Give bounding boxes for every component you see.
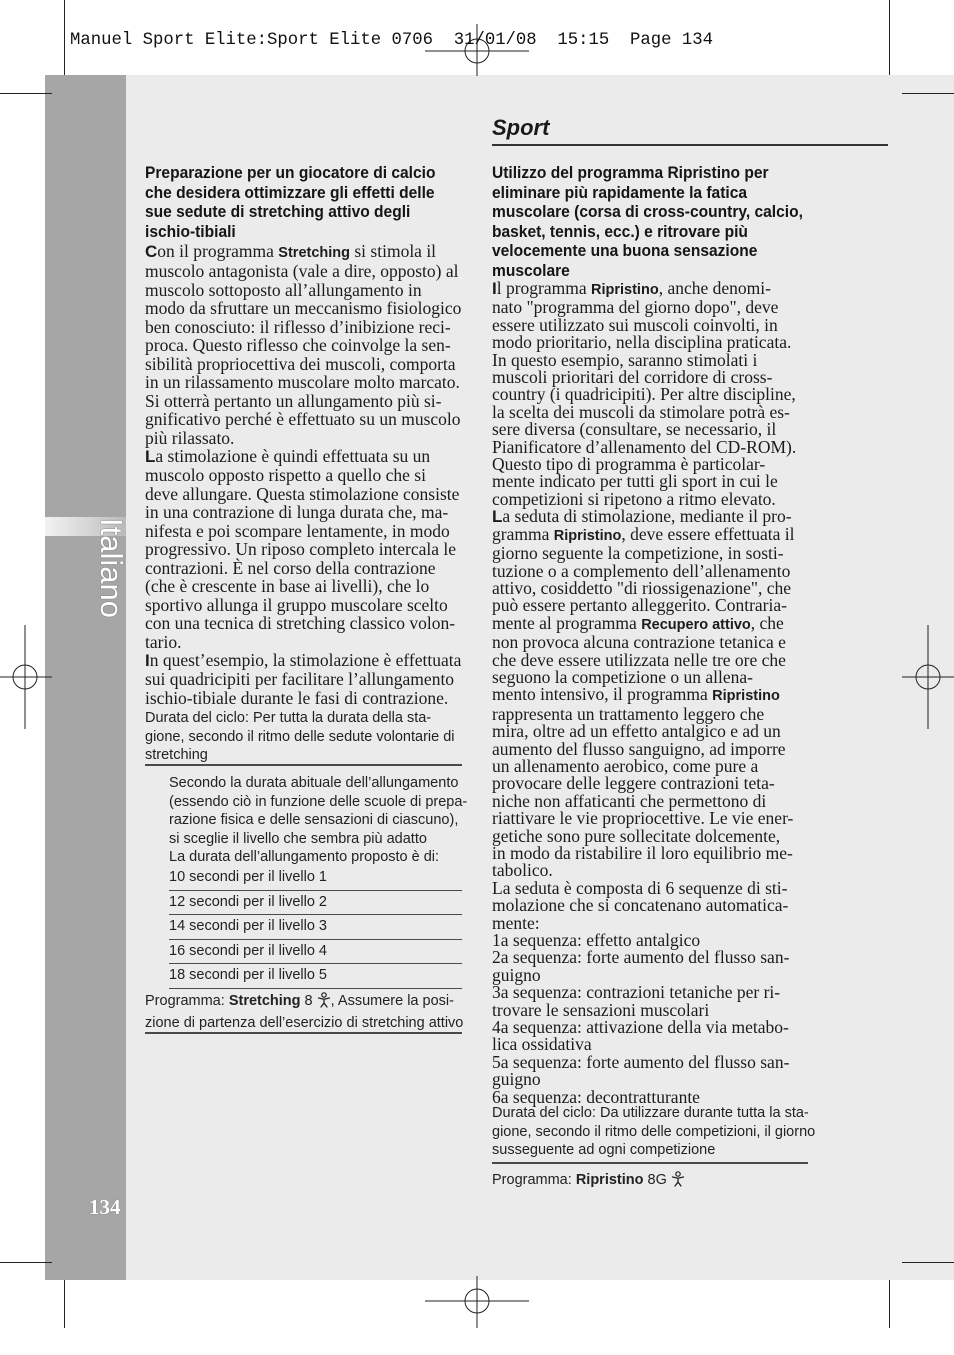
paragraph xyxy=(492,877,796,1107)
level-item: 10 secondi per il livello 1 xyxy=(169,866,462,891)
person-icon xyxy=(317,992,331,1014)
text-line: gione, secondo il ritmo delle competizioni, il giorno xyxy=(492,1123,816,1140)
text-line: sui quadricipiti per facilitare l’allungamento xyxy=(145,669,455,690)
text-line: 3a sequenza: contrazioni tetaniche per ri- xyxy=(492,982,781,1003)
text-line: gione, secondo il ritmo delle sedute volontarie di xyxy=(145,728,455,745)
program-name: Ripristino xyxy=(553,527,622,544)
page-number: 134 xyxy=(89,1195,121,1219)
text-line: susseguente ad ogni competizione xyxy=(492,1142,716,1158)
divider-rule xyxy=(145,764,462,766)
text-run: 8G xyxy=(643,1172,671,1188)
divider-rule xyxy=(145,1032,462,1034)
level-item: 14 secondi per il livello 3 xyxy=(169,915,462,940)
text-line xyxy=(145,992,463,1014)
text-run: on il programma xyxy=(157,241,279,261)
text-line: che desidera ottimizzare gli effetti delle xyxy=(145,182,435,202)
text-line: in una contrazione di lunga durata che, ma- xyxy=(145,502,449,523)
text-line: molazione che si concatenano automatica- xyxy=(492,895,789,916)
language-sidebar xyxy=(45,75,129,1280)
text-line: Durata del ciclo: Per tutta la durata della sta- xyxy=(145,710,432,726)
text-line: muscolo sottoposto all’allungamento in xyxy=(145,279,422,300)
text-run: , anche denomi- xyxy=(658,278,771,298)
drop-initial: I xyxy=(145,650,150,670)
drop-initial: C xyxy=(145,242,158,261)
text-line: 5a sequenza: forte aumento del flusso san- xyxy=(492,1051,790,1072)
text-line: contrazioni. È nel corso della contrazione xyxy=(145,557,436,578)
level-item: 12 secondi per il livello 2 xyxy=(169,891,462,916)
text-line xyxy=(145,651,461,670)
text-line: guigno xyxy=(492,1069,541,1090)
text-line: sere diversa (consultare, se necessario, il xyxy=(492,419,777,440)
text-line: muscolo antagonista (vale a dire, opposto) al xyxy=(145,261,459,282)
divider-rule xyxy=(492,1162,808,1164)
text-line: 1a sequenza: effetto antalgico xyxy=(492,930,701,951)
drop-initial: I xyxy=(492,279,497,298)
text-run: n quest’esempio, la stimolazione è effettuata xyxy=(149,649,462,670)
right-heading xyxy=(492,163,803,280)
program-name: Ripristino xyxy=(575,1172,644,1188)
text-line: guigno xyxy=(492,964,541,985)
text-line: attivo, cosiddetto "di riossigenazione", che xyxy=(492,577,792,598)
paragraph xyxy=(145,651,461,707)
paragraph xyxy=(492,280,796,508)
text-line: La seduta è composta di 6 sequenze di sti- xyxy=(492,877,788,898)
text-line: non provoca alcuna contrazione tetanica e xyxy=(492,632,786,653)
text-line: tabolico. xyxy=(492,860,553,881)
text-line: niche non affaticanti che permettono di xyxy=(492,790,767,811)
text-line: Secondo la durata abituale dell’allungamento xyxy=(169,775,459,791)
text-run: , che xyxy=(750,612,784,633)
text-line: tario. xyxy=(145,631,182,652)
text-line: aumento del flusso sanguigno, ad imporre xyxy=(492,738,786,759)
left-heading xyxy=(145,163,435,241)
text-line: basket, tennis, ecc.) e ritrovare più xyxy=(492,221,748,241)
text-line: competizioni si ripetono a ritmo elevato. xyxy=(492,488,776,509)
text-run: Programma: xyxy=(145,993,229,1009)
text-line: sportivo allunga il gruppo muscolare scelto xyxy=(145,594,448,615)
text-line: un allenamento aerobico, come pure a xyxy=(492,755,759,776)
text-line xyxy=(492,686,796,705)
text-run: mente al programma xyxy=(492,612,642,633)
drop-initial: L xyxy=(492,507,503,527)
right-program-line xyxy=(492,1171,685,1193)
text-line: lica ossidativa xyxy=(492,1034,592,1055)
text-line: muscolare xyxy=(492,260,570,280)
text-run: a stimolazione è quindi effettuata su un xyxy=(155,445,431,466)
text-line: gnificativo perché è effettuato su un muscolo xyxy=(145,409,461,430)
right-cycle-duration xyxy=(492,1104,815,1160)
left-cycle-duration xyxy=(145,709,455,765)
text-line: stretching xyxy=(145,747,208,763)
text-line: che deve essere utilizzata nelle tre ore che xyxy=(492,649,786,670)
left-program-line xyxy=(145,992,463,1032)
drop-initial: L xyxy=(145,446,156,466)
text-line: country (i quadricipiti). Per altre discipline, xyxy=(492,384,796,405)
text-line: si sceglie il livello che sembra più adatto xyxy=(169,830,427,847)
text-line: mente: xyxy=(492,912,540,933)
text-line: può essere pertanto alleggerito. Contraria- xyxy=(492,595,787,616)
text-line: velocemente una buona sensazione xyxy=(492,241,758,260)
registration-mark-bottom xyxy=(425,1276,529,1328)
text-line: modo da sfruttare un meccanismo fisiologico xyxy=(145,298,462,319)
text-line: progressivo. Un riposo completo intercala le xyxy=(145,539,457,560)
left-body xyxy=(145,242,461,707)
text-line: giorno seguente la competizione, in sosti- xyxy=(492,543,784,564)
text-line: Durata del ciclo: Da utilizzare durante tutta la sta- xyxy=(492,1105,809,1121)
text-line: modo prioritario, nella disciplina praticata. xyxy=(492,332,792,353)
text-line: essere utilizzato sui muscoli coinvolti, in xyxy=(492,314,778,335)
text-line: getiche sono pure sollecitate dolcemente, xyxy=(492,825,781,846)
section-title: Sport xyxy=(492,115,550,140)
program-name: Ripristino xyxy=(591,282,659,298)
text-line: provocare delle leggere contrazioni teta- xyxy=(492,773,775,794)
text-line: trovare le sensazioni muscolari xyxy=(492,999,710,1020)
text-line: (essendo ciò in funzione delle scuole di prepa- xyxy=(169,793,468,810)
text-line: 2a sequenza: forte aumento del flusso san- xyxy=(492,947,790,968)
program-name: Ripristino xyxy=(712,688,780,705)
paragraph xyxy=(145,447,461,651)
paragraph xyxy=(145,242,461,447)
text-run: 8 xyxy=(300,993,317,1009)
text-line: ischio-tibiali xyxy=(145,221,236,241)
text-run: , Assumere la posi- xyxy=(330,993,454,1009)
text-line: muscolare (corsa di cross-country, calcio, xyxy=(492,202,803,221)
text-line: Preparazione per un giocatore di calcio xyxy=(145,163,436,182)
text-line: Pianificatore d’allenamento del CD-ROM). xyxy=(492,436,797,457)
text-line: sibilità propriocettiva dei muscoli, comporta xyxy=(145,353,456,374)
person-icon xyxy=(671,1171,685,1193)
text-line: ben conosciuto: il riflesso d’inibizione reci- xyxy=(145,316,451,337)
language-label: Italiano xyxy=(94,518,129,618)
text-line: razione fisica e delle sensazioni di ciascuno), xyxy=(169,812,459,828)
text-line: ischio-tibiale durante le fasi di contrazione. xyxy=(145,687,449,708)
text-line: Utilizzo del programma Ripristino per xyxy=(492,163,769,182)
text-line: seguono la competizione o un allena- xyxy=(492,666,753,687)
print-slug: Manuel Sport Elite:Sport Elite 0706 31/01/08 15:15 Page 134 xyxy=(70,31,713,50)
text-line: mira, oltre ad un effetto antalgico e ad un xyxy=(492,721,781,742)
right-body xyxy=(492,280,796,1106)
text-line: La durata dell’allungamento proposto è di: xyxy=(169,849,440,865)
text-run: si stimola il xyxy=(350,241,437,261)
text-run: , deve essere effettuata il xyxy=(621,523,795,544)
text-line xyxy=(145,447,461,466)
text-line: nato "programma del giorno dopo", deve xyxy=(492,297,779,318)
text-line: 4a sequenza: attivazione della via metabo- xyxy=(492,1017,789,1038)
text-line xyxy=(492,1171,685,1193)
text-line: Si otterrà pertanto un allungamento più si- xyxy=(145,390,442,411)
text-run: Programma: xyxy=(492,1172,576,1188)
text-line: mente indicato per tutti gli sport in cui le xyxy=(492,471,778,492)
text-line: riattivare le vie propriocettive. Le vie ener- xyxy=(492,808,794,829)
text-line: sue sedute di stretching attivo degli xyxy=(145,202,411,221)
text-run: mento intensivo, il programma xyxy=(492,684,713,705)
section-title-rule xyxy=(492,144,888,146)
text-line: in modo da ristabilire il loro equilibrio me- xyxy=(492,843,793,863)
level-item: 18 secondi per il livello 5 xyxy=(169,964,462,989)
level-item: 16 secondi per il livello 4 xyxy=(169,940,462,965)
text-line: Questo tipo di programma è particolar- xyxy=(492,454,766,475)
text-line: tuzione o a complemento dell’allenamento xyxy=(492,560,791,581)
text-line: nifesta e poi scompare lentamente, in modo xyxy=(145,520,450,541)
text-run: a seduta di stimolazione, mediante il pro- xyxy=(502,506,792,527)
text-line: in un rilassamento muscolare molto marcato. xyxy=(145,372,460,393)
text-run: l programma xyxy=(496,278,592,298)
text-line: rappresenta un trattamento leggero che xyxy=(492,703,765,724)
text-line: muscoli prioritari del corridore di cross- xyxy=(492,367,773,388)
text-line: 6a sequenza: decontratturante xyxy=(492,1086,700,1107)
text-line: deve allungare. Questa stimolazione consiste xyxy=(145,483,460,504)
text-line: più rilassato. xyxy=(145,427,235,448)
text-line: eliminare più rapidamente la fatica xyxy=(492,182,748,202)
text-line: con una tecnica di stretching classico volon- xyxy=(145,613,456,634)
program-name: Recupero attivo xyxy=(641,616,751,633)
text-line: muscolo opposto rispetto a quello che si xyxy=(145,465,426,486)
paragraph xyxy=(492,508,796,880)
program-name: Stretching xyxy=(278,245,350,261)
text-line: proca. Questo riflesso che coinvolge la sen- xyxy=(145,335,451,356)
text-line: zione di partenza dell’esercizio di stretching attivo xyxy=(145,1014,464,1031)
text-line: In questo esempio, saranno stimolati i xyxy=(492,349,758,370)
levels-list xyxy=(169,866,462,989)
text-run: gramma xyxy=(492,523,554,544)
text-line xyxy=(145,242,461,262)
program-name: Stretching xyxy=(228,993,301,1009)
text-line: la scelta dei muscoli da stimolare potrà es- xyxy=(492,401,790,422)
levels-intro xyxy=(169,774,467,867)
text-line: (che è crescente in base ai livelli), che lo xyxy=(145,576,430,597)
